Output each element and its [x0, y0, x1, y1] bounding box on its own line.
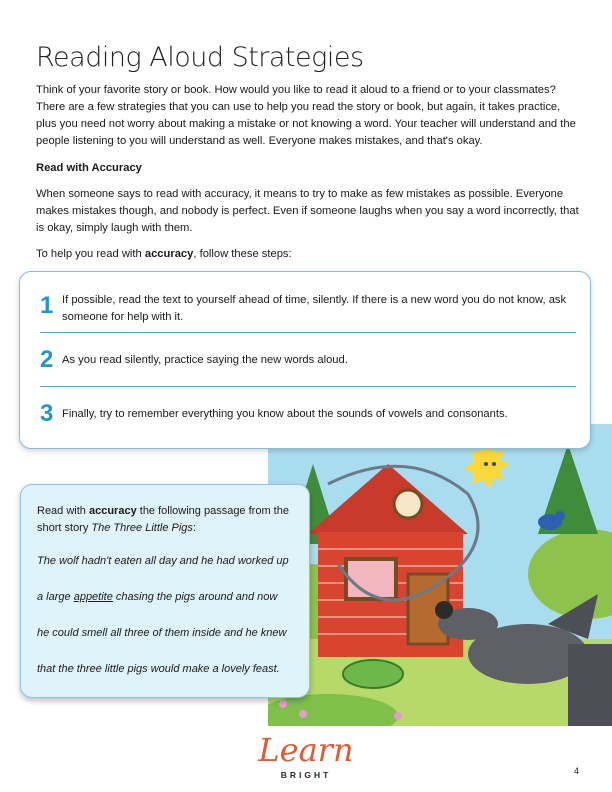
passage-intro-end: :: [192, 522, 196, 534]
page-number: 4: [574, 766, 580, 776]
step-number: 2: [40, 346, 54, 373]
passage-intro-after: the following passage from the short story: [37, 505, 289, 534]
step-divider: [40, 386, 576, 387]
accuracy-paragraph: When someone says to read with accuracy, it means to try to make as few mistakes as possible. Everyone makes mistakes though, and nobody is perfect. Even if someone laughs when you say a word incorrectly, that is okay, simply laugh with them.: [36, 188, 579, 234]
step-number: 1: [40, 292, 54, 319]
passage-line-1: The wolf hadn't eaten all day and he had worked up: [37, 555, 289, 567]
logo-name: Learn: [258, 731, 354, 769]
passage-box: [20, 484, 310, 698]
vocab-word: appetite: [73, 591, 113, 603]
help-line-before: To help you read with: [36, 248, 145, 260]
passage-line-4: that the three little pigs would make a lovely feast.: [37, 663, 280, 675]
page-title: Reading Aloud Strategies: [36, 42, 364, 73]
step-number: 3: [40, 400, 54, 427]
passage-line-2-after: chasing the pigs around and now: [112, 591, 278, 603]
passage-intro: [37, 503, 299, 537]
logo-sub: BRIGHT: [280, 770, 332, 780]
passage-line-2-before: a large: [37, 591, 74, 603]
step-text: If possible, read the text to yourself ahead of time, silently. If there is a new word you do not know, ask someone for help with it.: [62, 294, 567, 323]
help-line-after: , follow these steps:: [193, 248, 292, 260]
step-text: As you read silently, practice saying the new words aloud.: [62, 354, 348, 366]
steps-box: [19, 271, 591, 449]
step-divider: [40, 332, 576, 333]
passage-intro-bold: accuracy: [88, 505, 137, 517]
story-title: The Three Little Pigs: [91, 522, 193, 534]
intro-paragraph: Think of your favorite story or book. How would you like to read it aloud to a friend or to your classmates? There are a few strategies that you can use to help you read the story or book, but again, it takes practice, plus you need not worry about making a mistake or not knowing a word. Your teacher will understand and the people listening to you will understand as well. Everyone makes mistakes, and that's okay.: [36, 84, 576, 147]
three-little-pigs-illustration: [268, 424, 612, 726]
step-text: Finally, try to remember everything you know about the sounds of vowels and consonants.: [62, 408, 508, 420]
turtle-icon: [343, 660, 403, 688]
passage-intro-before: Read with: [37, 505, 89, 517]
learn-bright-logo: [256, 730, 356, 786]
section-heading: Read with Accuracy: [36, 162, 142, 174]
passage-line-2: [37, 591, 299, 603]
help-line-bold: accuracy: [144, 248, 194, 260]
help-line: [36, 246, 582, 263]
passage-line-3: he could smell all three of them inside and he knew: [37, 627, 287, 639]
